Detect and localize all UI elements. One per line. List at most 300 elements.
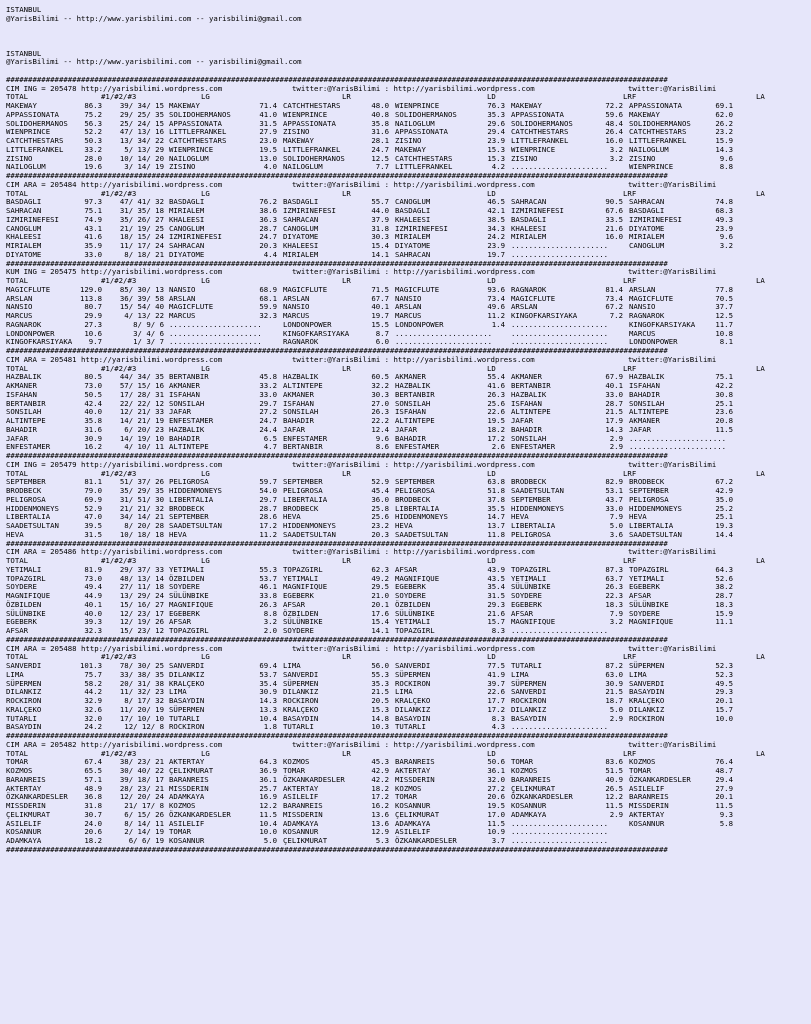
twitter-link: twitter:@YarisBilimi : http://yarisbilimi.wordpress.com: [292, 267, 535, 277]
lg-horse: HAZBALIK: [169, 424, 205, 434]
lg-horse: ARSLAN: [169, 293, 196, 303]
lg-value: 12.2: [259, 801, 277, 810]
lr-value: 21.5: [371, 687, 389, 697]
total-value: 75.7: [84, 669, 102, 679]
lg-horse: CATCHTHESTARS: [169, 136, 227, 145]
placing-value: 13/ 29/ 24: [119, 591, 164, 600]
lg-value: 71.4: [259, 101, 277, 110]
ld-horse: LONDONPOWER: [395, 319, 444, 329]
ld-value: 11.2: [487, 311, 505, 320]
total-value: 57.1: [84, 774, 102, 784]
la-horse: JAFAR: [629, 424, 652, 434]
lg-header: LG: [201, 276, 210, 285]
lrf-horse: ......................: [511, 818, 609, 828]
lg-horse: MARCUS: [169, 311, 196, 320]
ld-horse: MAGICFLUTE: [395, 284, 440, 294]
horse-name: BAHADIR: [6, 424, 37, 434]
lg-horse: SÜPERMEN: [169, 704, 205, 714]
la-value: 10.0: [715, 713, 733, 723]
lg-value: 53.7: [259, 573, 277, 583]
lrf-horse: ALTINTEPE: [511, 407, 551, 417]
la-value: 67.2: [715, 477, 733, 487]
lg-value: 33.0: [259, 389, 277, 399]
la-value: 5.8: [719, 818, 733, 828]
lrf-value: 26.3: [605, 582, 623, 592]
total-value: 75.2: [84, 109, 102, 119]
total-header: TOTAL: [6, 652, 29, 662]
placing-value: 15/ 16/ 27: [119, 599, 164, 609]
placing-value: 38/ 23/ 21: [119, 757, 164, 767]
la-value: 74.8: [715, 197, 733, 207]
lg-value: 36.1: [259, 774, 277, 784]
placing-header: #1/#2/#3: [101, 92, 137, 102]
lr-horse: EGEBERK: [283, 591, 314, 600]
lrf-horse: KOSANNUR: [511, 801, 547, 810]
lg-horse: ÖZKANKARDESLER: [169, 809, 231, 819]
horse-name: MAKEWAY: [6, 101, 37, 110]
lr-value: 48.0: [371, 101, 389, 110]
lr-value: 24.7: [371, 144, 389, 154]
lg-value: 24.4: [259, 424, 277, 434]
lg-horse: .....................: [169, 328, 262, 338]
horse-name: LONDONPOWER: [6, 328, 55, 338]
ld-horse: ALTINTEPE: [395, 416, 435, 425]
lr-header: LR: [342, 556, 351, 565]
ld-horse: ......................: [395, 337, 493, 347]
race-sections: [6, 76, 806, 855]
lr-value: 45.3: [371, 757, 389, 767]
total-value: 16.2: [84, 442, 102, 452]
lr-value: 31.6: [371, 127, 389, 137]
lrf-horse: AFSAR: [511, 608, 534, 618]
lr-value: 10.3: [371, 722, 389, 732]
placing-value: 34/ 14/ 21: [119, 512, 164, 522]
la-value: 18.3: [715, 599, 733, 609]
lr-horse: ÖZBILDEN: [283, 608, 319, 618]
ld-value: 26.3: [487, 389, 505, 399]
ld-horse: HEVA: [395, 521, 413, 530]
ld-horse: MARCUS: [395, 311, 422, 320]
placing-value: 28/ 23/ 21: [119, 783, 164, 793]
ld-horse: KRALÇEKO: [395, 696, 431, 705]
header-gap: [6, 24, 806, 50]
la-horse: SEPTEMBER: [629, 486, 669, 495]
total-value: 48.9: [84, 783, 102, 793]
placing-value: 5/ 13/ 29: [124, 144, 164, 154]
ld-value: 43.9: [487, 564, 505, 574]
lg-horse: KOZMOS: [169, 801, 196, 810]
lg-value: 31.5: [259, 118, 277, 128]
placing-value: 13/ 34/ 22: [119, 136, 164, 145]
ld-horse: SANVERDI: [395, 661, 431, 670]
lrf-horse: ......................: [511, 337, 609, 347]
total-value: 39.3: [84, 617, 102, 627]
lr-horse: MISSDERIN: [283, 809, 323, 819]
lg-horse: NANSIO: [169, 284, 196, 294]
ld-value: 93.6: [487, 284, 505, 294]
lr-horse: SAADETSULTAN: [283, 529, 336, 539]
lr-horse: SEPTEMBER: [283, 477, 323, 487]
ld-value: 15.3: [487, 144, 505, 154]
placing-value: 10/ 18/ 18: [119, 529, 164, 539]
ld-horse: BASDAGLI: [395, 206, 431, 215]
lr-horse: YETIMALI: [283, 573, 319, 583]
lrf-horse: SEPTEMBER: [511, 494, 551, 504]
total-value: 32.6: [84, 704, 102, 714]
lrf-value: 63.7: [605, 573, 623, 583]
lg-header: LG: [201, 556, 210, 565]
lrf-value: 82.9: [605, 477, 623, 487]
la-value: 68.3: [715, 206, 733, 215]
la-horse: BRODBECK: [629, 477, 665, 487]
horse-name: SAHRACAN: [6, 206, 42, 215]
lg-value: 20.3: [259, 241, 277, 250]
la-horse: MISSDERIN: [629, 801, 669, 810]
total-value: 35.8: [84, 416, 102, 425]
lrf-horse: MAGNIFIQUE: [511, 617, 556, 627]
ld-value: 34.3: [487, 223, 505, 233]
la-value: 77.8: [715, 284, 733, 294]
placing-value: 44/ 34/ 35: [119, 372, 164, 382]
la-value: 15.9: [715, 608, 733, 618]
placing-value: 39/ 18/ 17: [119, 774, 164, 784]
ld-horse: MAKEWAY: [395, 144, 426, 154]
lrf-horse: ......................: [511, 827, 609, 837]
la-horse: EGEBERK: [629, 582, 660, 592]
horse-name: BARANREIS: [6, 774, 46, 784]
ld-value: 35.3: [487, 109, 505, 119]
total-value: 80.7: [84, 302, 102, 312]
horse-name: NANSIO: [6, 302, 33, 312]
lg-value: 11.5: [259, 809, 277, 819]
la-header: LA: [756, 556, 765, 565]
lrf-horse: PELIGROSA: [511, 529, 551, 539]
ld-header: LD: [487, 468, 496, 478]
la-value: 23.2: [715, 127, 733, 137]
ld-horse: CANOGLUM: [395, 197, 431, 207]
la-value: 15.9: [715, 136, 733, 145]
ld-value: 25.6: [487, 398, 505, 408]
lr-value: 16.2: [371, 801, 389, 810]
horse-name: ISFAHAN: [6, 389, 37, 399]
race-title: CIM ARA = 205484 http://yarisbilimi.wordpress.com: [6, 179, 223, 189]
lr-value: 5.3: [375, 836, 389, 845]
lrf-value: 59.6: [605, 109, 623, 119]
horse-name: BRODBECK: [6, 486, 42, 495]
ld-value: 50.6: [487, 757, 505, 767]
lrf-horse: ......................: [511, 241, 609, 250]
placing-value: 17/ 10/ 10: [119, 713, 164, 723]
horse-name: SEPTEMBER: [6, 477, 46, 487]
ld-horse: SOLIDOHERMANOS: [395, 109, 457, 119]
la-value: 42.9: [715, 486, 733, 495]
total-value: 24.0: [84, 818, 102, 828]
lg-horse: YETIMALI: [169, 564, 205, 574]
race-title: KUM ING = 205475 http://yarisbilimi.wordpress.com: [6, 267, 223, 277]
ld-horse: HAZBALIK: [395, 381, 431, 390]
total-value: 42.4: [84, 398, 102, 408]
la-header: LA: [756, 276, 765, 285]
ld-value: 15.7: [487, 617, 505, 627]
lg-horse: ÇELIKMURAT: [169, 766, 214, 775]
lg-horse: ZISINO: [169, 162, 196, 172]
ld-horse: BARANREIS: [395, 757, 435, 767]
lr-value: 32.2: [371, 381, 389, 390]
lg-horse: .....................: [169, 337, 262, 347]
la-header: LA: [756, 188, 765, 198]
lrf-value: 7.9: [609, 512, 623, 522]
placing-value: 51/ 37/ 26: [119, 477, 164, 487]
lrf-horse: TUTARLI: [511, 661, 542, 670]
total-value: 73.0: [84, 573, 102, 583]
total-value: 31.6: [84, 424, 102, 434]
lr-horse: ASILELIF: [283, 792, 319, 802]
lrf-value: 2.9: [609, 442, 623, 452]
ld-horse: DILANKIZ: [395, 704, 431, 714]
lg-horse: SANVERDI: [169, 661, 205, 670]
la-horse: CANOGLUM: [629, 241, 665, 250]
ld-horse: TOPAZGIRL: [395, 626, 435, 635]
separator-line: ######################################################################################################################################################: [6, 259, 668, 268]
total-header: TOTAL: [6, 468, 29, 478]
total-value: 49.4: [84, 582, 102, 592]
table-row: [6, 627, 806, 636]
lg-header: LG: [201, 748, 210, 758]
lg-value: 16.9: [259, 792, 277, 802]
la-value: 19.3: [715, 521, 733, 530]
lg-horse: ADAMKAYA: [169, 792, 205, 802]
ld-horse: SAADETSULTAN: [395, 529, 448, 539]
lr-value: 30.3: [371, 232, 389, 242]
horse-name: LIBERTALIA: [6, 512, 51, 522]
la-horse: ......................: [629, 442, 727, 452]
lr-horse: KOZMOS: [283, 757, 310, 767]
ld-horse: SONSILAH: [395, 398, 431, 408]
total-value: 35.9: [84, 241, 102, 250]
ld-value: 41.9: [487, 669, 505, 679]
lrf-value: 16.0: [605, 232, 623, 242]
la-value: 29.3: [715, 687, 733, 697]
placing-value: 48/ 13/ 14: [119, 573, 164, 583]
la-value: 11.1: [715, 617, 733, 627]
la-value: 20.8: [715, 416, 733, 425]
total-value: 69.9: [84, 494, 102, 504]
lg-horse: TOPAZGIRL: [169, 626, 209, 635]
ld-value: 39.7: [487, 678, 505, 688]
la-horse: ROCKIRON: [629, 713, 665, 723]
ld-horse: DIYATOME: [395, 241, 431, 250]
lg-value: 28.6: [259, 512, 277, 522]
ld-header: LD: [487, 92, 496, 102]
ld-value: 17.7: [487, 696, 505, 705]
lrf-value: 12.2: [605, 792, 623, 802]
lrf-value: 21.5: [605, 407, 623, 417]
la-value: 70.5: [715, 293, 733, 303]
separator-line: ######################################################################################################################################################: [6, 845, 668, 854]
la-horse: MIRIALEM: [629, 232, 665, 242]
placing-value: 3/ 4/ 6: [133, 328, 164, 338]
lg-horse: BRODBECK: [169, 503, 205, 513]
lrf-value: 81.4: [605, 284, 623, 294]
placing-value: 8/ 18/ 21: [124, 249, 164, 259]
la-horse: CATCHTHESTARS: [629, 127, 687, 137]
horse-name: PELIGROSA: [6, 494, 46, 504]
lr-value: 44.0: [371, 206, 389, 215]
la-value: 23.6: [715, 407, 733, 417]
lg-value: 27.2: [259, 407, 277, 417]
lg-horse: ASILELIF: [169, 818, 205, 828]
table-row: [6, 531, 806, 540]
lg-value: 64.3: [259, 757, 277, 767]
horse-name: MIRIALEM: [6, 241, 42, 250]
twitter-link: twitter:@YarisBilimi : http://yarisbilimi.wordpress.com: [292, 179, 535, 189]
lr-value: 35.8: [371, 118, 389, 128]
lg-value: 6.5: [263, 433, 277, 443]
placing-value: 15/ 54/ 40: [119, 302, 164, 312]
lg-header: LG: [201, 92, 210, 102]
ld-value: 29.3: [487, 599, 505, 609]
horse-name: AFSAR: [6, 626, 29, 635]
lrf-value: 33.0: [605, 389, 623, 399]
lr-value: 15.4: [371, 617, 389, 627]
lr-horse: LITTLEFRANKEL: [283, 144, 341, 154]
lr-horse: ADAMKAYA: [283, 818, 319, 828]
placing-header: #1/#2/#3: [101, 276, 137, 285]
ld-horse: WIENPRINCE: [395, 101, 440, 110]
la-value: 49.5: [715, 678, 733, 688]
lrf-value: 87.3: [605, 564, 623, 574]
lrf-header: LRF: [623, 468, 637, 478]
lg-value: 24.7: [259, 232, 277, 242]
la-horse: LIMA: [629, 669, 647, 679]
lr-horse: JAFAR: [283, 424, 306, 434]
lg-value: 13.0: [259, 153, 277, 163]
lr-value: 49.2: [371, 573, 389, 583]
lr-header: LR: [342, 748, 351, 758]
lr-value: 21.0: [371, 591, 389, 600]
ld-value: 8.3: [491, 713, 505, 723]
lg-horse: BASDAGLI: [169, 197, 205, 207]
placing-value: 35/ 26/ 27: [119, 214, 164, 224]
twitter-link: twitter:@YarisBilimi : http://yarisbilimi.wordpress.com: [292, 83, 535, 93]
twitter-handle: twitter:@YarisBilimi: [628, 267, 717, 277]
lrf-value: 3.2: [609, 617, 623, 627]
la-value: 14.3: [715, 144, 733, 154]
la-value: 9.6: [719, 153, 733, 163]
lr-horse: BASDAGLI: [283, 197, 319, 207]
lr-horse: SAHRACAN: [283, 214, 319, 224]
ld-value: 13.7: [487, 521, 505, 530]
total-value: 40.1: [84, 599, 102, 609]
race-title: CIM ARA = 205482 http://yarisbilimi.wordpress.com: [6, 739, 223, 749]
horse-name: AKTERTAY: [6, 783, 42, 793]
total-value: 33.0: [84, 249, 102, 259]
lg-horse: AKMANER: [169, 381, 200, 390]
placing-value: 21/ 21/ 32: [119, 503, 164, 513]
horse-name: ÖZKANKARDESLER: [6, 792, 68, 802]
ld-value: 55.4: [487, 372, 505, 382]
la-horse: AFSAR: [629, 591, 652, 600]
placing-value: 14/ 21/ 19: [119, 416, 164, 425]
lr-value: 35.3: [371, 678, 389, 688]
horse-name: HIDDENMONEYS: [6, 503, 59, 513]
lr-horse: BRODBECK: [283, 503, 319, 513]
race-stats-document: [6, 6, 806, 1018]
lg-value: 35.4: [259, 678, 277, 688]
la-value: 38.2: [715, 582, 733, 592]
lr-horse: LIMA: [283, 661, 301, 670]
la-horse: NANSIO: [629, 302, 656, 312]
la-horse: APPASSIONATA: [629, 101, 682, 110]
ld-horse: SAHRACAN: [395, 249, 431, 259]
ld-value: 19.5: [487, 416, 505, 425]
ld-value: 2.6: [491, 442, 505, 452]
lg-value: 68.1: [259, 293, 277, 303]
horse-name: DIYATOME: [6, 249, 42, 259]
total-header: TOTAL: [6, 556, 29, 565]
ld-horse: ENFESTAMER: [395, 442, 440, 452]
la-value: 27.9: [715, 783, 733, 793]
horse-name: TOPAZGIRL: [6, 573, 46, 583]
total-value: 56.3: [84, 118, 102, 128]
lr-horse: TUTARLI: [283, 722, 314, 732]
lr-horse: ARSLAN: [283, 293, 310, 303]
placing-header: #1/#2/#3: [101, 652, 137, 662]
lg-horse: ÖZBILDEN: [169, 573, 205, 583]
placing-value: 8/ 20/ 28: [124, 521, 164, 530]
ld-horse: JAFAR: [395, 424, 418, 434]
lr-value: 20.1: [371, 599, 389, 609]
lr-value: 60.5: [371, 372, 389, 382]
horse-name: WIENPRINCE: [6, 127, 51, 137]
lg-horse: CANOGLUM: [169, 223, 205, 233]
twitter-link: twitter:@YarisBilimi : http://yarisbilimi.wordpress.com: [292, 547, 535, 557]
la-horse: ARSLAN: [629, 284, 656, 294]
ld-horse: CATCHTHESTARS: [395, 153, 453, 163]
ld-value: 51.8: [487, 486, 505, 495]
lr-horse: DILANKIZ: [283, 687, 319, 697]
lr-value: 15.4: [371, 241, 389, 250]
la-horse: MARCUS: [629, 328, 656, 338]
ld-value: 3.7: [491, 836, 505, 845]
lrf-horse: SÜLÜNBIKE: [511, 582, 551, 592]
total-value: 65.5: [84, 766, 102, 775]
lg-horse: KRALÇEKO: [169, 678, 205, 688]
horse-name: SOYDERE: [6, 582, 37, 592]
lr-value: 55.7: [371, 197, 389, 207]
la-value: 20.1: [715, 792, 733, 802]
lr-horse: CATCHTHESTARS: [283, 101, 341, 110]
lr-value: 15.3: [371, 704, 389, 714]
la-horse: ALTINTEPE: [629, 407, 669, 417]
placing-value: 21/ 17/ 8: [124, 801, 164, 810]
la-header: LA: [756, 748, 765, 758]
twitter-handle: twitter:@YarisBilimi: [628, 547, 717, 557]
horse-name: KRALÇEKO: [6, 704, 42, 714]
horse-name: TOMAR: [6, 757, 29, 767]
lg-value: 55.3: [259, 564, 277, 574]
lrf-horse: CATCHTHESTARS: [511, 127, 569, 137]
placing-value: 8/ 14/ 11: [124, 818, 164, 828]
total-value: 129.0: [79, 284, 102, 294]
la-value: 28.7: [715, 591, 733, 600]
ld-horse: LIMA: [395, 687, 413, 697]
lg-horse: .....................: [169, 319, 262, 329]
lr-horse: MAGNIFIQUE: [283, 582, 328, 592]
ld-value: 4.3: [491, 722, 505, 732]
lr-horse: ISFAHAN: [283, 398, 314, 408]
lg-value: 32.3: [259, 311, 277, 320]
